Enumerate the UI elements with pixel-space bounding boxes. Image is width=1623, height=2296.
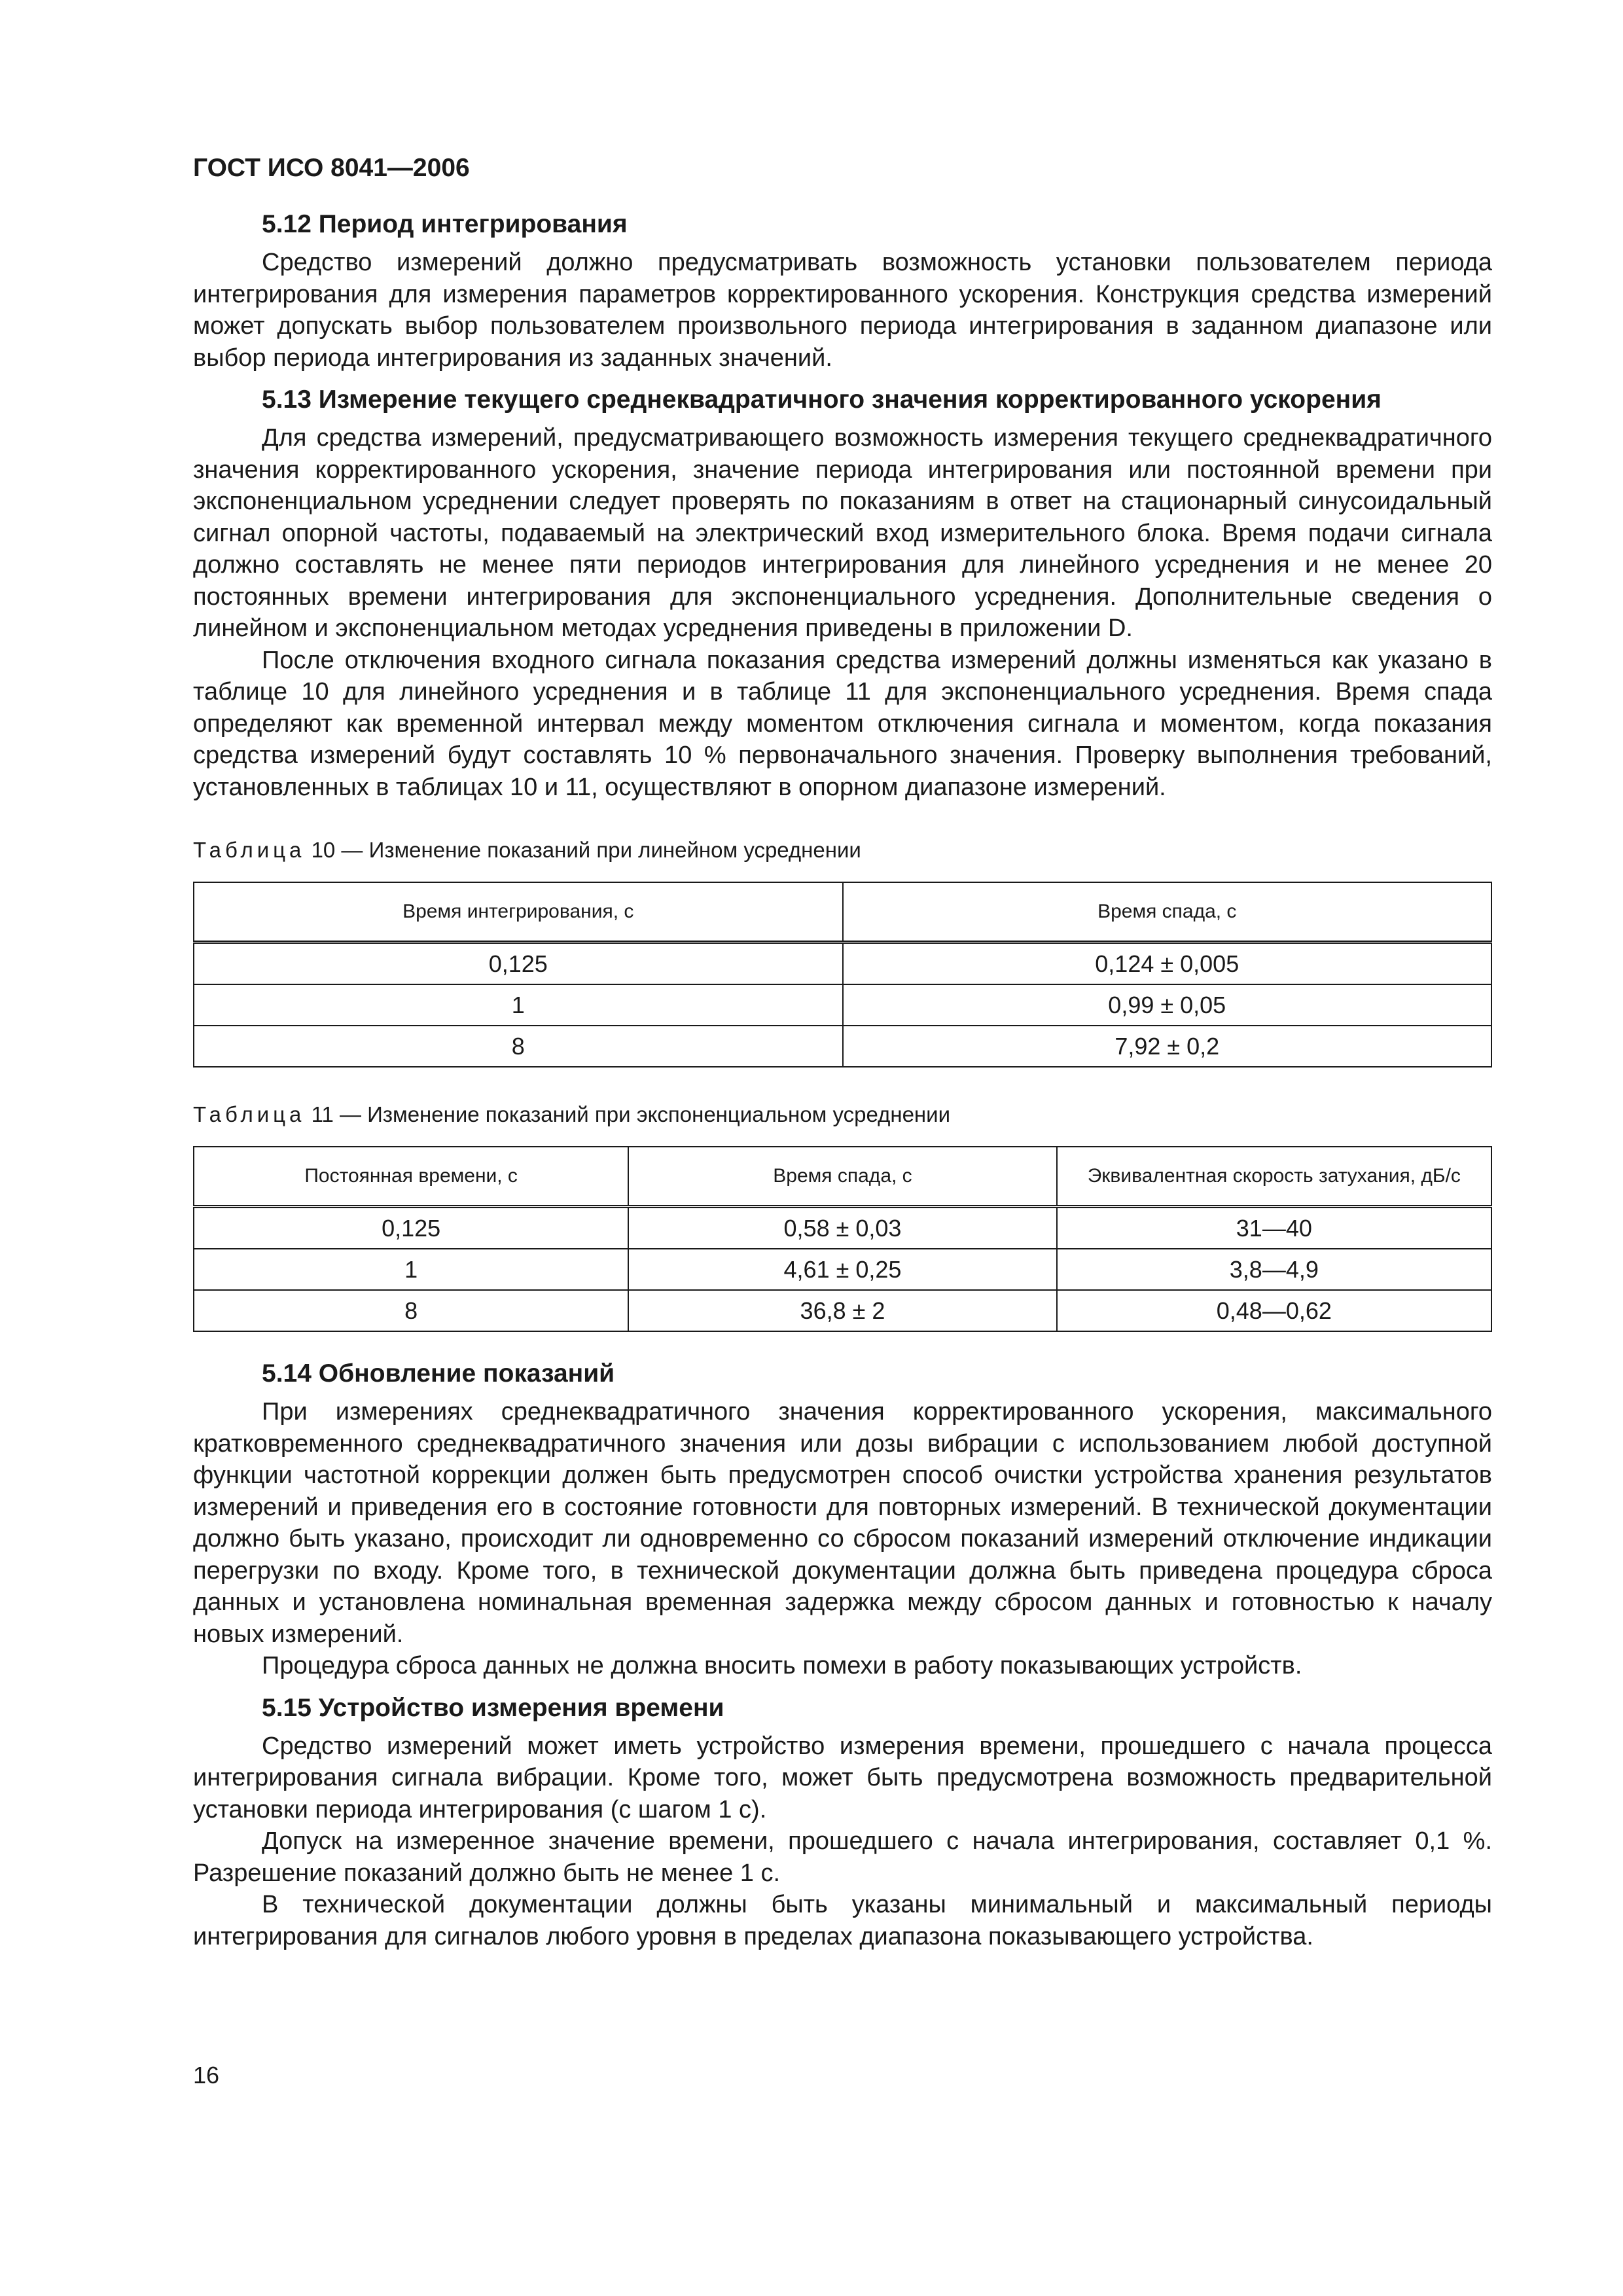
table-cell: 7,92 ± 0,2 [843,1026,1492,1067]
table-10 [193,882,1492,1067]
section-5-12 [193,207,1492,374]
table-cell: 8 [194,1026,843,1067]
document-header: ГОСТ ИСО 8041—2006 [193,154,470,182]
table-header-row [194,1147,1491,1207]
table-cell: 3,8—4,9 [1057,1249,1491,1290]
column-header: Эквивалентная скорость затухания, дБ/с [1057,1147,1491,1207]
table-caption-text: 10 — Изменение показаний при линейном усреднении [311,838,861,862]
section-heading: 5.13 Измерение текущего среднеквадратичного значения корректированного ускорения [262,386,1382,414]
table-cell: 0,125 [194,1207,628,1249]
table-row [194,1207,1491,1249]
table-cell: 0,99 ± 0,05 [843,984,1492,1026]
table-cell: 0,124 ± 0,005 [843,942,1492,985]
paragraph: Процедура сброса данных не должна вносить помехи в работу показывающих устройств. [262,1652,1302,1679]
table-row [194,942,1491,985]
table-row [194,984,1491,1026]
table-cell: 8 [194,1290,628,1331]
table-caption-word: Таблица [193,1102,306,1126]
table-10-caption [193,836,1492,865]
column-header: Время интегрирования, с [194,882,843,942]
paragraph: Средство измерений должно предусматривать возможность установки пользователем периода интегрирования для измерения параметров корректированного ускорения. Конструкция средства измерений может допускать выбор пользователем произвольного периода интегрирования в заданном диапазоне или выбор периода интегрирования из заданных значений. [193,249,1492,372]
paragraph: Для средства измерений, предусматривающего возможность измерения текущего среднеквадратичного значения корректированного ускорения, значение периода интегрирования или постоянной времени при экспоненциальном усреднении следует проверять по показаниям в ответ на стационарный синусоидальный сигнал опорной частоты, подаваемый на электрический вход измерительного блока. Время подачи сигнала должно составлять не менее пяти периодов интегрирования для линейного усреднения и не менее 20 постоянных времени интегрирования для экспоненциального усреднения. Дополнительные сведения о линейном и экспоненциальном методах усреднения приведены в приложении D. [193,424,1492,642]
page-number: 16 [193,2062,220,2089]
table-caption-word: Таблица [193,838,306,862]
section-heading: 5.14 Обновление показаний [262,1359,615,1388]
table-cell: 4,61 ± 0,25 [628,1249,1056,1290]
table-cell: 1 [194,984,843,1026]
document-page [193,154,1492,1952]
table-cell: 36,8 ± 2 [628,1290,1056,1331]
paragraph: После отключения входного сигнала показания средства измерений должны изменяться как указано в таблице 10 для линейного усреднения и в таблице 11 для экспоненциального усреднения. Время спада определяют как временной интервал между моментом отключения сигнала и моментом, когда показания средства измерений будут составлять 10 % первоначального значения. Проверку выполнения требований, установленных в таблицах 10 и 11, осуществляют в опорном диапазоне измерений. [193,646,1492,801]
paragraph: Допуск на измеренное значение времени, прошедшего с начала интегрирования, составляет 0,1 %. Разрешение показаний должно быть не менее 1 с. [193,1827,1492,1887]
table-cell: 31—40 [1057,1207,1491,1249]
table-row [194,1026,1491,1067]
column-header: Время спада, с [843,882,1492,942]
table-cell: 0,58 ± 0,03 [628,1207,1056,1249]
table-row [194,1249,1491,1290]
table-cell: 0,48—0,62 [1057,1290,1491,1331]
table-row [194,1290,1491,1331]
table-caption-text: 11 — Изменение показаний при экспоненциальном усреднении [311,1102,951,1126]
paragraph: При измерениях среднеквадратичного значения корректированного ускорения, максимального кратковременного среднеквадратичного значения или дозы вибрации с использованием любой доступной функции частотной коррекции должен быть предусмотрен способ очистки устройства хранения результатов измерений и приведения его в состояние готовности для повторных измерений. В технической документации должно быть указано, происходит ли одновременно со сбросом показаний измерений отключение индикации перегрузки по входу. Кроме того, в технической документации должна быть приведена процедура сброса данных и установлена номинальная временная задержка между сбросом данных и готовностью к началу новых измерений. [193,1398,1492,1648]
table-header-row [194,882,1491,942]
table-cell: 1 [194,1249,628,1290]
section-5-15 [193,1691,1492,1953]
paragraph: В технической документации должны быть указаны минимальный и максимальный периоды интегрирования для сигналов любого уровня в пределах диапазона показывающего устройства. [193,1891,1492,1950]
table-cell: 0,125 [194,942,843,985]
paragraph: Средство измерений может иметь устройство измерения времени, прошедшего с начала процесса интегрирования сигнала вибрации. Кроме того, может быть предусмотрена возможность предварительной установки периода интегрирования (с шагом 1 с). [193,1732,1492,1823]
table-11-caption [193,1100,1492,1129]
section-heading: 5.15 Устройство измерения времени [262,1693,724,1722]
table-11 [193,1146,1492,1332]
section-5-14 [193,1357,1492,1682]
section-heading: 5.12 Период интегрирования [262,210,628,238]
column-header: Постоянная времени, с [194,1147,628,1207]
column-header: Время спада, с [628,1147,1056,1207]
section-5-13 [193,383,1492,803]
